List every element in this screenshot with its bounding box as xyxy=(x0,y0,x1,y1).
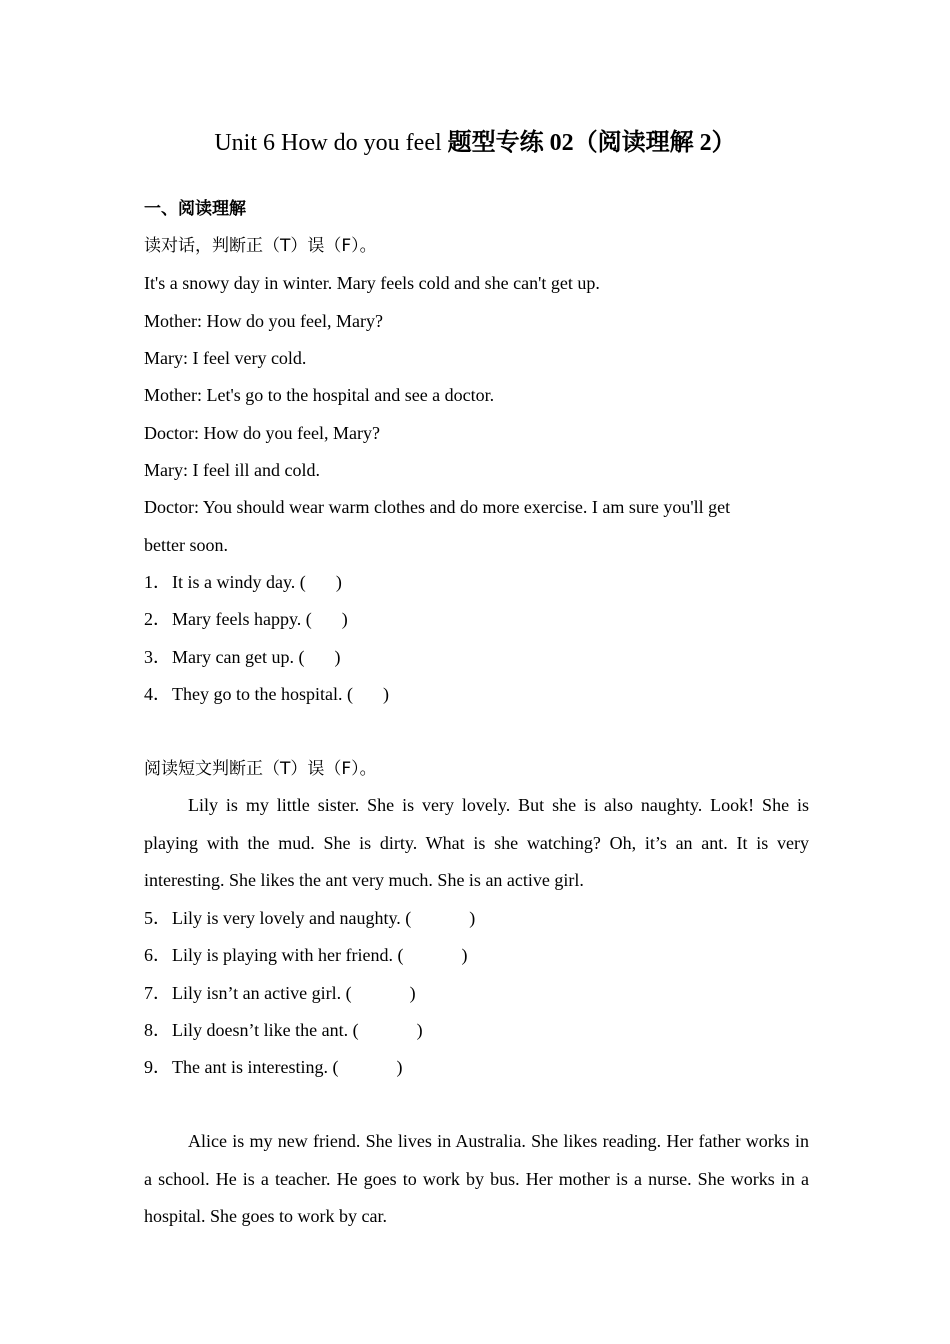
question-close: ) xyxy=(335,572,342,592)
question-number: 8． xyxy=(144,1020,171,1040)
dialogue-line: Mary: I feel very cold. xyxy=(144,348,307,368)
question-item xyxy=(144,570,342,594)
question-text: It is a windy day. ( xyxy=(172,572,306,592)
question-item xyxy=(144,1055,402,1079)
question-text: Mary can get up. ( xyxy=(172,647,305,667)
dialogue-line: Mother: Let's go to the hospital and see a doctor. xyxy=(144,385,495,405)
title-chinese: 题型专练 02（阅读理解 2） xyxy=(447,130,736,156)
question-text: Lily is very lovely and naughty. ( xyxy=(172,908,412,928)
instruction-2: 阅读短文判断正（T）误（F）。 xyxy=(144,759,377,779)
instruction-1: 读对话，判断正（T）误（F）。 xyxy=(144,236,377,256)
dialogue-line: better soon. xyxy=(144,535,228,555)
question-item xyxy=(144,906,475,930)
question-item xyxy=(144,1018,423,1042)
question-number: 4． xyxy=(144,684,171,704)
question-number: 9． xyxy=(144,1057,171,1077)
question-number: 7． xyxy=(144,983,171,1003)
question-text: Lily is playing with her friend. ( xyxy=(172,945,404,965)
question-close: ) xyxy=(469,908,476,928)
passage-lily: Lily is my little sister. She is very lovely. But she is also naughty. Look! She is playing with the mud. She is dirty. What is she watching? Oh, it’s an ant. It is very interesting. She likes the ant very much. She is an active girl. xyxy=(144,795,809,890)
question-number: 6． xyxy=(144,945,171,965)
page-title xyxy=(0,122,950,157)
dialogue-line: Doctor: How do you feel, Mary? xyxy=(144,423,380,443)
question-item xyxy=(144,607,348,631)
question-item xyxy=(144,981,416,1005)
question-item xyxy=(144,645,340,669)
question-close: ) xyxy=(396,1057,403,1077)
question-number: 3． xyxy=(144,647,171,667)
question-text: Lily isn’t an active girl. ( xyxy=(172,983,352,1003)
section-heading: 一、阅读理解 xyxy=(144,199,246,219)
title-english: Unit 6 How do you feel xyxy=(214,130,448,156)
question-item xyxy=(144,943,467,967)
question-close: ) xyxy=(461,945,468,965)
dialogue-intro: It's a snowy day in winter. Mary feels cold and she can't get up. xyxy=(144,273,600,293)
question-number: 1． xyxy=(144,572,171,592)
question-text: Mary feels happy. ( xyxy=(172,609,312,629)
passage-alice: Alice is my new friend. She lives in Australia. She likes reading. Her father works in a school. He is a teacher. He goes to work by bus. Her mother is a nurse. She works in a hospital. She goes to work by car. xyxy=(144,1131,809,1226)
question-number: 2． xyxy=(144,609,171,629)
question-close: ) xyxy=(416,1020,423,1040)
question-text: The ant is interesting. ( xyxy=(172,1057,339,1077)
question-close: ) xyxy=(382,684,389,704)
dialogue-line: Doctor: You should wear warm clothes and do more exercise. I am sure you'll get xyxy=(144,497,731,517)
question-item xyxy=(144,682,389,706)
dialogue-line: Mary: I feel ill and cold. xyxy=(144,460,320,480)
question-close: ) xyxy=(334,647,341,667)
question-number: 5． xyxy=(144,908,171,928)
question-text: They go to the hospital. ( xyxy=(172,684,353,704)
dialogue-line: Mother: How do you feel, Mary? xyxy=(144,311,383,331)
question-close: ) xyxy=(409,983,416,1003)
question-close: ) xyxy=(341,609,348,629)
question-text: Lily doesn’t like the ant. ( xyxy=(172,1020,359,1040)
